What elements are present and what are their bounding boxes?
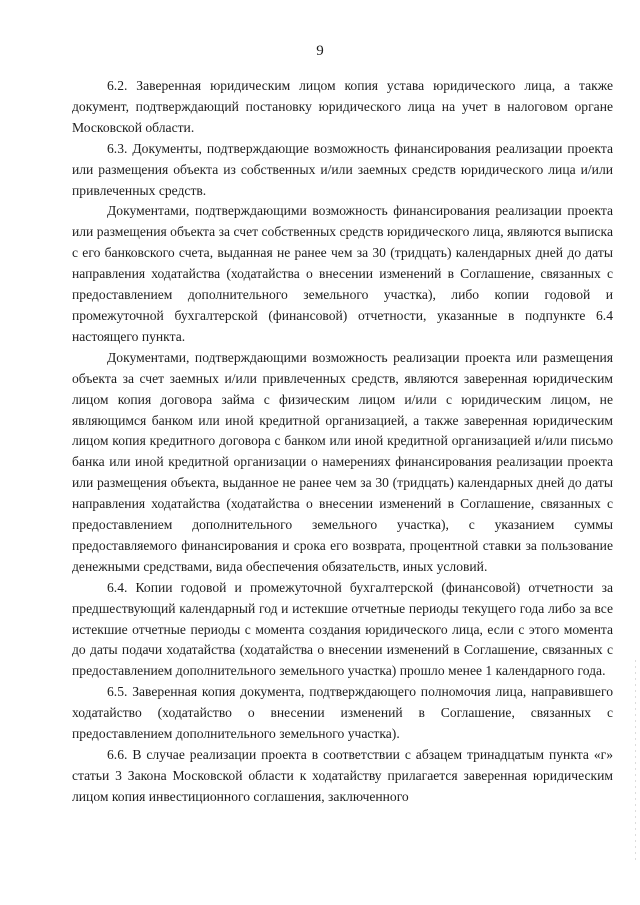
paragraph-borrowed-funds: Документами, подтверждающими возможность реализации проекта или размещения объекта за счет заемных и/или привлеченных средств, являются заверенная юридическим лицом копия договора займа с физическим лицом и/или с юридическим лицом, не являющимся банком или иной кредитной организацией, а также заверенная юридическим лицом копия кредитного договора с банком или иной кредитной организацией и/или письмо банка или иной кредитной организации о намерениях финансирования реализации проекта или размещения объекта, выданное не ранее чем за 30 (тридцать) календарных дней до даты направления ходатайства (ходатайства о внесении изменений в Соглашение, связанных с предоставлением дополнительного земельного участка), с указанием суммы предоставляемого финансирования и срока его возврата, процентной ставки за пользование денежными средствами, вида обеспечения обязательств, иных условий. [72, 349, 613, 574]
scan-edge-mark [635, 660, 636, 860]
document-body [72, 76, 613, 808]
paragraph-6-5: 6.5. Заверенная копия документа, подтверждающего полномочия лица, направившего ходатайство (ходатайство о внесении изменений в Соглашение, связанных с предоставлением дополнительного земельного участка). [72, 684, 613, 742]
paragraph-own-funds: Документами, подтверждающими возможность финансирования реализации проекта или размещения объекта за счет собственных средств юридического лица, являются выписка с его банковского счета, выданная не ранее чем за 30 (тридцать) календарных дней до даты направления ходатайства (ходатайства о внесении изменений в Соглашение, связанных с предоставлением дополнительного земельного участка), либо копии годовой и промежуточной бухгалтерской (финансовой) отчетности, указанные в подпункте 6.4 настоящего пункта. [72, 203, 613, 344]
page-number: 9 [316, 43, 324, 59]
paragraph-6-6: 6.6. В случае реализации проекта в соответствии с абзацем тринадцатым пункта «г» статьи 3 Закона Московской области к ходатайству прилагается заверенная юридическим лицом копия инвестиционного соглашения, заключенного [72, 747, 613, 804]
paragraph-6-4: 6.4. Копии годовой и промежуточной бухгалтерской (финансовой) отчетности за предшествующий календарный год и истекшие отчетные периоды текущего года либо за все истекшие отчетные периоды с момента создания юридического лица, если с этого момента до даты подачи ходатайства (ходатайства о внесении изменений в Соглашение, связанных с предоставлением дополнительного земельного участка) прошло менее 1 календарного года. [72, 579, 613, 679]
paragraph-6-3: 6.3. Документы, подтверждающие возможность финансирования реализации проекта или размещения объекта из собственных и/или заемных средств юридического лица и/или привлеченных средств. [72, 140, 613, 198]
paragraph-6-2: 6.2. Заверенная юридическим лицом копия устава юридического лица, а также документ, подтверждающий постановку юридического лица на учет в налоговом органе Московской области. [72, 78, 613, 135]
